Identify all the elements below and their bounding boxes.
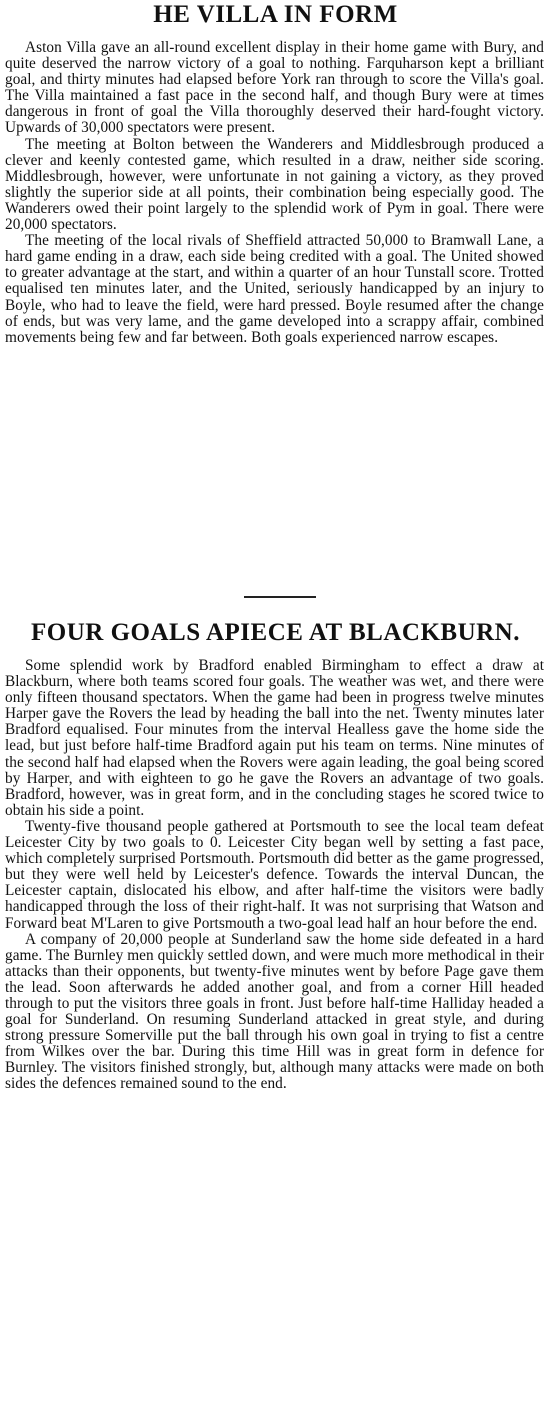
article-2-headline: FOUR GOALS APIECE AT BLACKBURN. <box>31 619 520 646</box>
article-1-paragraph: The meeting at Bolton between the Wanderers and Middlesbrough produced a clever and keenly contested game, which resulted in a draw, neither side scoring. Middlesbrough, however, were unfortunate in not gaining a victory, as they proved slightly the superior side at all points, their combination being especially good. The Wanderers owed their point largely to the splendid work of Pym in goal. There were 20,000 spectators. <box>5 135 544 234</box>
article-2-paragraph: Some splendid work by Bradford enabled Birmingham to effect a draw at Blackburn, where both teams scored four goals. The weather was wet, and there were only fifteen thousand spectators. When the game had been in progress twelve minutes Harper gave the Rovers the lead by heading the ball into the net. Twenty minutes later Bradford equalised. Four minutes from the interval Healless gave the home side the lead, but just before half-time Bradford again put his team on terms. Nine minutes of the second half had elapsed when the Rovers were again leading, the goal being scored by Harper, and with eighteen to go he gave the Rovers an advantage of two goals. Bradford, however, was in great form, and in the concluding stages he scored twice to obtain his side a point. <box>5 657 544 819</box>
section-divider <box>244 596 316 598</box>
article-2-paragraph: Twenty-five thousand people gathered at Portsmouth to see the local team defeat Leicester City by two goals to 0. Leicester City began well by setting a fast pace, which completely surprised Portsmouth. Portsmouth did better as the game progressed, but they were well held by Leicester's defence. Towards the interval Duncan, the Leicester captain, dislocated his elbow, and after half-time the visitors were badly handicapped through the loss of their right-half. It was not surprising that Watson and Forward beat M'Laren to give Portsmouth a two-goal lead half an hour before the end. <box>5 817 544 932</box>
article-1-paragraph: The meeting of the local rivals of Sheffield attracted 50,000 to Bramwall Lane, a hard game ending in a draw, each side being credited with a goal. The United showed to greater advantage at the start, and within a quarter of an hour Tunstall score. Trotted equalised ten minutes later, and the United, seriously handicapped by an injury to Boyle, who had to leave the field, were hard pressed. Boyle resumed after the change of ends, but was very lame, and the game developed into a scrappy affair, combined movements being few and far between. Both goals experienced narrow escapes. <box>5 232 544 346</box>
article-1-headline: HE VILLA IN FORM <box>153 1 398 28</box>
article-2-body <box>5 658 544 1093</box>
article-2-paragraph: A company of 20,000 people at Sunderland saw the home side defeated in a hard game. The Burnley men quickly settled down, and were much more methodical in their attacks than their opponents, but twenty-five minutes went by before Page gave them the lead. Soon afterwards he added another goal, and from a corner Hill headed through to put the visitors three goals in front. Just before half-time Halliday headed a goal for Sunderland. On resuming Sunderland attacked in great style, and during strong pressure Somerville put the ball through his own goal in trying to fist a centre from Wilkes over the bar. During this time Hill was in great form in defence for Burnley. The visitors finished strongly, but, although many attacks were made on both sides the defences remained sound to the end. <box>5 930 544 1093</box>
article-1-paragraph: Aston Villa gave an all-round excellent display in their home game with Bury, and quite deserved the narrow victory of a goal to nothing. Farquharson kept a brilliant goal, and thirty minutes had elapsed before York ran through to score the Villa's goal. The Villa maintained a fast pace in the second half, and though Bury were at times dangerous in front of goal the Villa thoroughly deserved their hard-fought victory. Upwards of 30,000 spectators were present. <box>5 39 544 137</box>
article-1-body <box>5 40 544 346</box>
